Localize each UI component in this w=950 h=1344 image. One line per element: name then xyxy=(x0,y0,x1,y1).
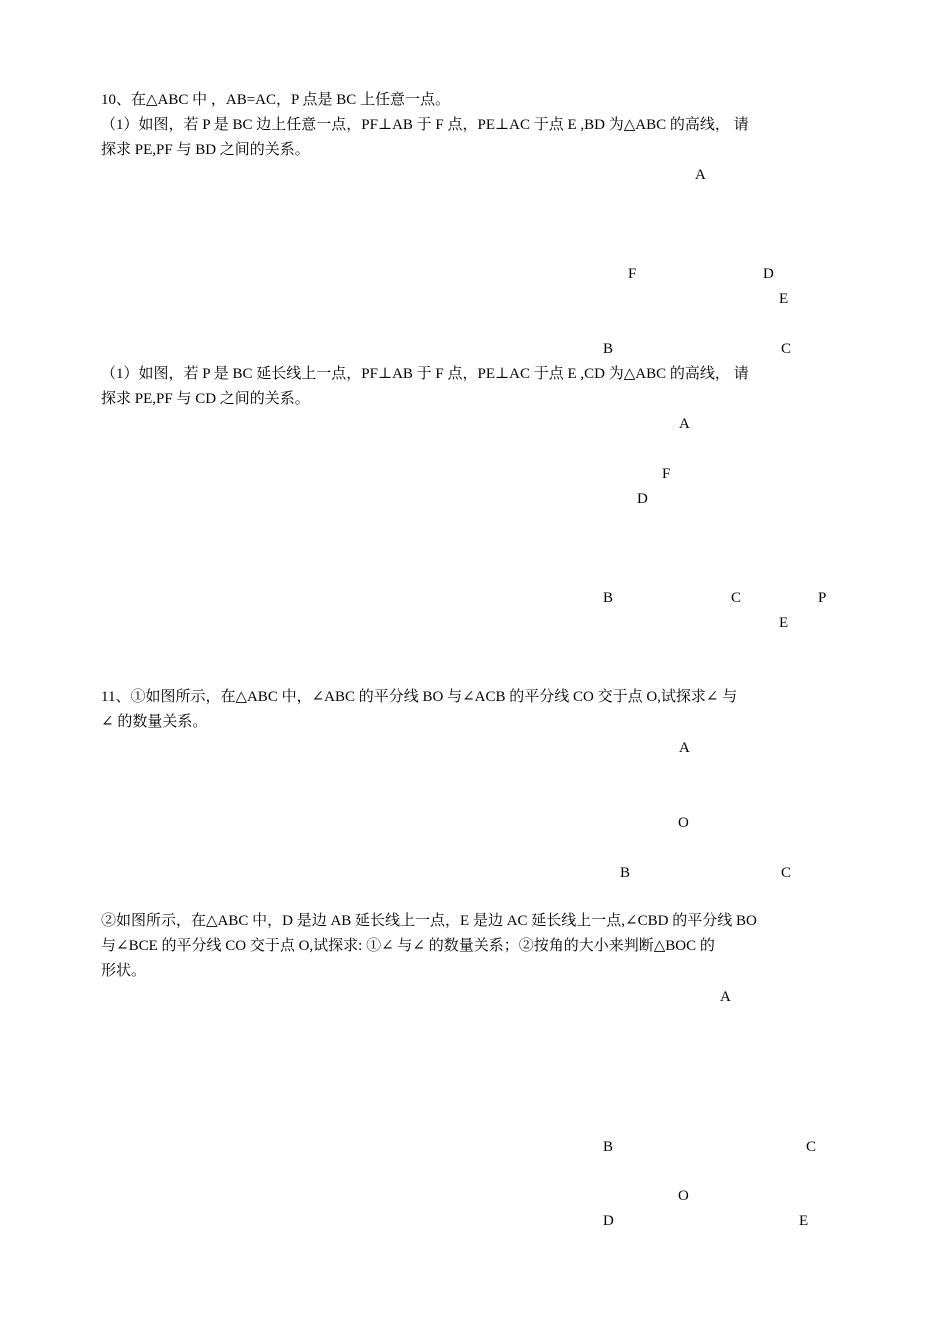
problem-10-text xyxy=(101,88,835,163)
problem-10-part2-text xyxy=(101,362,835,412)
figure-1-label-e: E xyxy=(779,291,789,307)
figure-1-label-d: D xyxy=(763,266,774,282)
problem-10-part1-line1: （1）如图，若 P 是 BC 边上任意一点，PF⊥AB 于 F 点，PE⊥AC 于点 E ,BD 为△ABC 的高线， 请 xyxy=(101,117,749,133)
figure-4-label-d: D xyxy=(603,1213,614,1229)
figure-2-label-d: D xyxy=(637,491,648,507)
problem-11-part2-text xyxy=(101,909,835,984)
figure-3-label-b: B xyxy=(620,865,631,881)
figure-3-label-o: O xyxy=(678,815,689,831)
figure-2-label-f: F xyxy=(662,466,671,482)
problem-11-part1-line2: ∠ 的数量关系。 xyxy=(101,714,208,730)
problem-10-part1-line2: 探求 PE,PF 与 BD 之间的关系。 xyxy=(101,142,310,158)
figure-4-label-c: C xyxy=(806,1139,817,1155)
figure-2-label-b: B xyxy=(603,590,614,606)
figure-3-label-c: C xyxy=(781,865,792,881)
problem-11-part1-text xyxy=(101,685,835,735)
figure-1-label-c: C xyxy=(781,341,792,357)
problem-11-part1-line1: 11、①如图所示，在△ABC 中，∠ABC 的平分线 BO 与∠ACB 的平分线 CO 交于点 O,试探求∠ 与 xyxy=(101,689,738,705)
figure-1-label-b: B xyxy=(603,341,614,357)
figure-2-label-c: C xyxy=(731,590,742,606)
problem-11-part2-line3: 形状。 xyxy=(101,963,147,979)
figure-4-label-b: B xyxy=(603,1139,614,1155)
problem-10-part2-line1: （1）如图，若 P 是 BC 延长线上一点，PF⊥AB 于 F 点，PE⊥AC 于点 E ,CD 为△ABC 的高线， 请 xyxy=(101,366,749,382)
figure-1-label-a: A xyxy=(695,167,706,183)
problem-11-part2-line2: 与∠BCE 的平分线 CO 交于点 O,试探求: ①∠ 与∠ 的数量关系；②按角的大小来判断△BOC 的 xyxy=(101,938,715,954)
figure-2-label-a: A xyxy=(679,416,690,432)
figure-2-label-p: P xyxy=(818,590,827,606)
problem-10-part2-line2: 探求 PE,PF 与 CD 之间的关系。 xyxy=(101,391,310,407)
figure-3-label-a: A xyxy=(679,740,690,756)
problem-11-part2-line1: ②如图所示，在△ABC 中，D 是边 AB 延长线上一点，E 是边 AC 延长线上一点,∠CBD 的平分线 BO xyxy=(101,913,757,929)
figure-2-label-e: E xyxy=(779,615,789,631)
figure-4-label-o: O xyxy=(678,1188,689,1204)
figure-4-label-e: E xyxy=(799,1213,809,1229)
figure-4-label-a: A xyxy=(720,989,731,1005)
problem-10-title: 10、在△ABC 中 ，AB=AC，P 点是 BC 上任意一点。 xyxy=(101,92,451,108)
figure-1-label-f: F xyxy=(628,266,637,282)
